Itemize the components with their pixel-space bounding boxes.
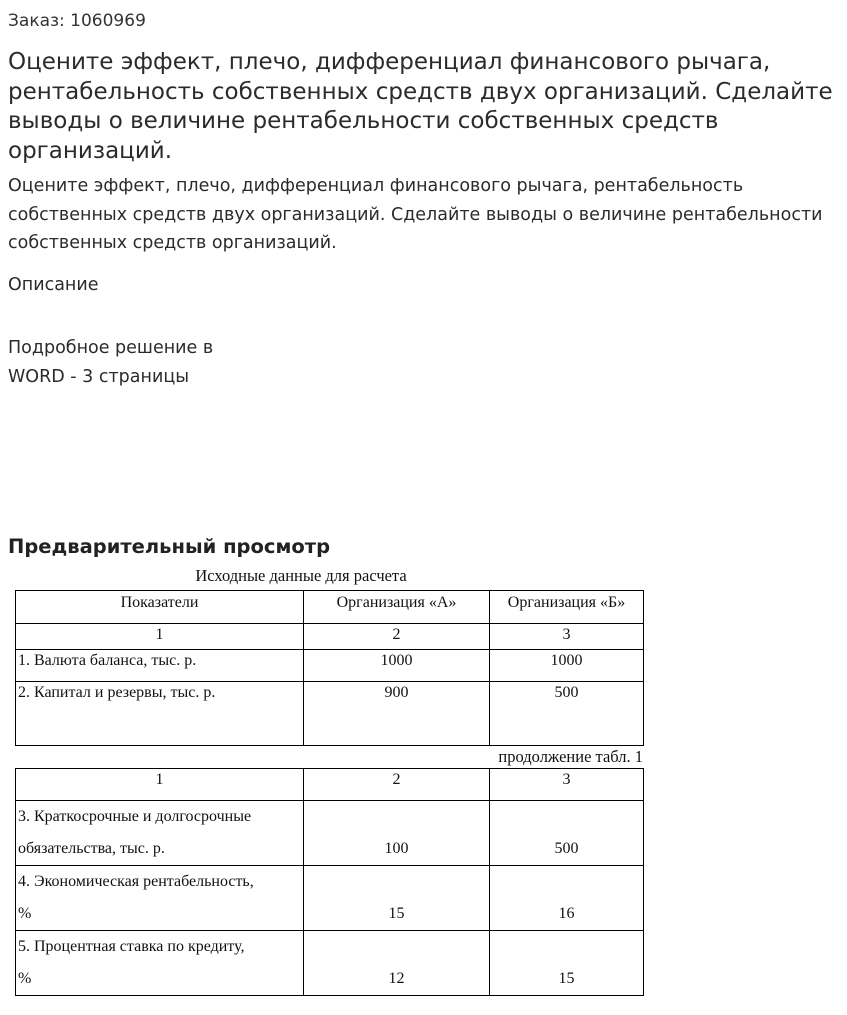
- table-row: [16, 801, 644, 866]
- row-label-cell: [16, 931, 304, 996]
- order-number: Заказ: 1060969: [8, 11, 146, 31]
- table-caption: Исходные данные для расчета: [195, 566, 407, 585]
- description-label: Описание: [8, 275, 99, 295]
- task-text: Оцените эффект, плечо, дифференциал финансового рычага, рентабельность собственных средств двух организаций. Сделайте выводы о величине рентабельности собственных средств организаций.: [8, 176, 823, 253]
- row-label-cell: 1. Валюта баланса, тыс. р.: [16, 650, 304, 682]
- org-a-value-cell: 1000: [304, 650, 490, 682]
- row-label-line-2: %: [18, 905, 32, 922]
- table-row: [16, 650, 644, 682]
- column-number-cell: 3: [490, 769, 644, 801]
- row-label-cell: 2. Капитал и резервы, тыс. р.: [16, 682, 304, 746]
- row-label-cell: [16, 801, 304, 866]
- row-label-line-2: обязательства, тыс. р.: [18, 840, 165, 857]
- page-title: Оцените эффект, плечо, дифференциал финансового рычага, рентабельность собственных средств двух организаций. Сделайте выводы о величине рентабельности собственных средств организаций.: [8, 49, 833, 164]
- description-line-1: Подробное решение в: [8, 338, 214, 358]
- org-a-value-cell: 100: [304, 801, 490, 866]
- org-a-value-cell: 15: [304, 866, 490, 931]
- preview-heading: Предварительный просмотр: [8, 535, 331, 558]
- column-number-cell: 1: [16, 624, 304, 650]
- description-line-2: WORD - 3 страницы: [8, 367, 190, 387]
- org-b-value-cell: 500: [490, 682, 644, 746]
- column-number-cell: 2: [304, 769, 490, 801]
- row-label-line-1: 5. Процентная ставка по кредиту,: [18, 938, 245, 955]
- org-b-value-cell: 16: [490, 866, 644, 931]
- org-b-value-cell: 15: [490, 931, 644, 996]
- document-preview: [15, 562, 643, 996]
- table-header-row: [16, 591, 644, 624]
- table-row: [16, 866, 644, 931]
- org-a-value-cell: 900: [304, 682, 490, 746]
- header-cell-org-a: Организация «А»: [304, 591, 490, 624]
- org-b-value-cell: 500: [490, 801, 644, 866]
- description-text: [8, 334, 213, 392]
- header-cell-indicators: Показатели: [16, 591, 304, 624]
- org-b-value-cell: 1000: [490, 650, 644, 682]
- header-cell-org-b: Организация «Б»: [490, 591, 644, 624]
- table-row: [16, 931, 644, 996]
- row-label-cell: [16, 866, 304, 931]
- row-label-line-1: 3. Краткосрочные и долгосрочные: [18, 808, 252, 825]
- row-label-line-2: %: [18, 970, 32, 987]
- table-row: [16, 682, 644, 746]
- column-number-cell: 1: [16, 769, 304, 801]
- table-continuation-note: продолжение табл. 1: [498, 747, 643, 766]
- org-a-value-cell: 12: [304, 931, 490, 996]
- data-table-part-1: [15, 590, 644, 746]
- column-number-cell: 2: [304, 624, 490, 650]
- column-number-cell: 3: [490, 624, 644, 650]
- column-number-row: [16, 769, 644, 801]
- row-label-line-1: 4. Экономическая рентабельность,: [18, 873, 254, 890]
- data-table-part-2: [15, 768, 644, 996]
- column-number-row: [16, 624, 644, 650]
